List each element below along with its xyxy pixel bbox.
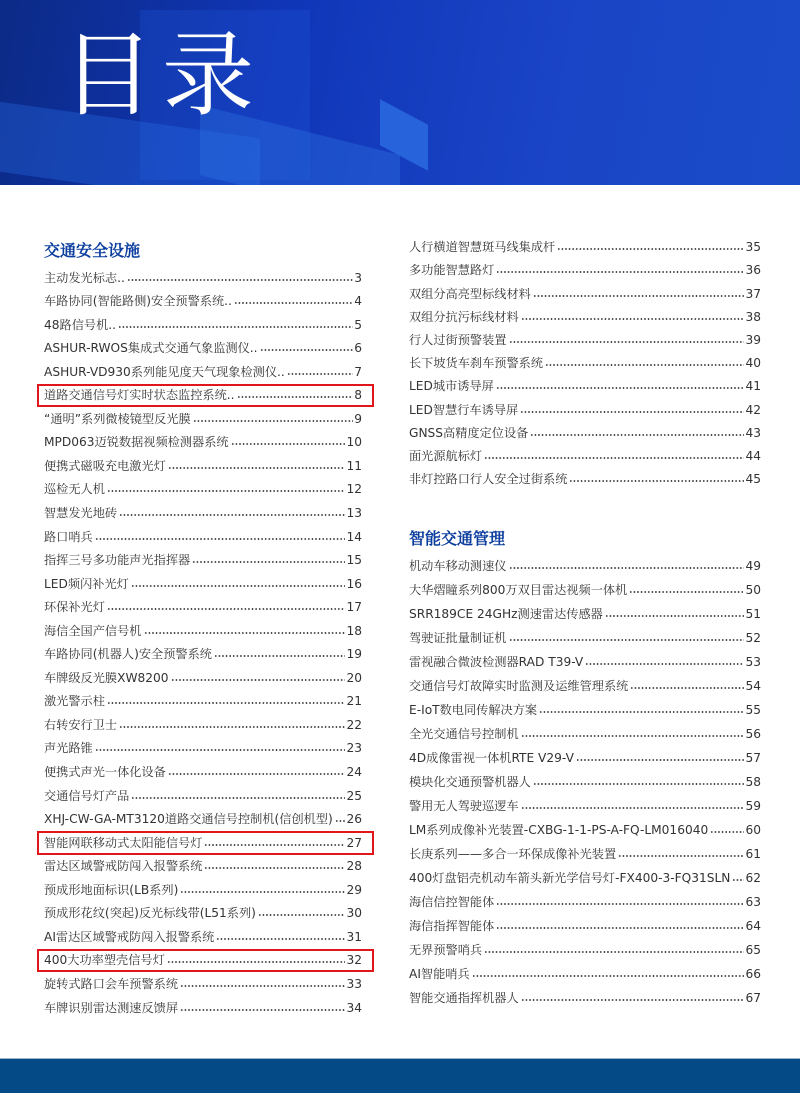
toc-entry-title: XHJ-CW-GA-MT3120道路交通信号控制机(信创机型) bbox=[44, 812, 333, 827]
dot-leader bbox=[107, 489, 346, 493]
toc-entry-page: 53 bbox=[745, 655, 761, 669]
dot-leader bbox=[539, 710, 744, 714]
toc-entry[interactable] bbox=[44, 310, 362, 334]
toc-entry-page: 12 bbox=[346, 482, 362, 497]
toc-entry[interactable] bbox=[409, 395, 761, 418]
dot-leader bbox=[193, 419, 354, 423]
toc-entry-page: 33 bbox=[346, 976, 362, 991]
toc-entry-title: 驾驶证批量制证机 bbox=[409, 631, 507, 645]
toc-list bbox=[409, 233, 761, 488]
toc-entry-page: 26 bbox=[346, 812, 362, 827]
toc-entry-title: 预成形花纹(突起)反光标线带(L51系列) bbox=[44, 906, 256, 921]
toc-entry[interactable] bbox=[44, 546, 362, 570]
dot-leader bbox=[131, 584, 346, 588]
toc-entry-page: 59 bbox=[745, 799, 761, 813]
toc-section-traffic-safety bbox=[44, 238, 362, 1017]
dot-leader bbox=[231, 442, 346, 446]
toc-entry[interactable] bbox=[409, 349, 761, 372]
dot-leader bbox=[521, 317, 745, 321]
header-banner bbox=[0, 0, 800, 185]
dot-leader bbox=[585, 662, 744, 666]
toc-entry[interactable] bbox=[44, 805, 362, 829]
toc-entry-title: 警用无人驾驶巡逻车 bbox=[409, 799, 519, 813]
toc-entry-page: 55 bbox=[745, 703, 761, 717]
dot-leader bbox=[521, 998, 745, 1002]
toc-entry[interactable] bbox=[409, 743, 761, 767]
toc-entry-title: ASHUR-VD930系列能见度天气现象检测仪.. bbox=[44, 364, 285, 379]
toc-entry[interactable] bbox=[409, 599, 761, 623]
toc-entry-title: LM系列成像补光装置-CXBG-1-1-PS-A-FQ-LM016040 bbox=[409, 823, 709, 837]
toc-entry[interactable] bbox=[44, 616, 362, 640]
dot-leader bbox=[509, 638, 745, 642]
toc-entry-page: 52 bbox=[745, 631, 761, 645]
dot-leader bbox=[95, 537, 346, 541]
toc-entry[interactable] bbox=[44, 969, 362, 993]
toc-entry-title: 预成形地面标识(LB系列) bbox=[44, 882, 179, 897]
toc-entry-title: 便携式声光一体化设备 bbox=[44, 765, 166, 780]
toc-entry-title: 48路信号机.. bbox=[44, 317, 117, 332]
dot-leader bbox=[496, 270, 744, 274]
toc-entry-page: 63 bbox=[745, 895, 761, 909]
toc-entry[interactable] bbox=[409, 647, 761, 671]
toc-entry-page: 21 bbox=[346, 694, 362, 709]
toc-entry-page: 58 bbox=[745, 775, 761, 789]
footer-band bbox=[0, 1058, 800, 1093]
toc-entry-page: 28 bbox=[346, 859, 362, 874]
dot-leader bbox=[484, 950, 744, 954]
dot-leader bbox=[95, 748, 346, 752]
toc-entry[interactable] bbox=[44, 734, 362, 758]
dot-leader bbox=[618, 854, 744, 858]
dot-leader bbox=[107, 701, 346, 705]
toc-entry-title: LED频闪补光灯 bbox=[44, 576, 129, 591]
toc-entry-page: 9 bbox=[354, 411, 362, 426]
toc-entry-title: 交通信号灯故障实时监测及运维管理系统 bbox=[409, 679, 629, 693]
toc-entry-title: LED智慧行车诱导屏 bbox=[409, 402, 519, 417]
toc-entry[interactable] bbox=[44, 522, 362, 546]
toc-entry-title: 双组分高亮型标线材料 bbox=[409, 286, 531, 301]
toc-entry-title: MPD063迈锐数据视频检测器系统 bbox=[44, 435, 229, 450]
dot-leader bbox=[258, 913, 346, 917]
toc-entry[interactable] bbox=[44, 993, 362, 1017]
toc-entry[interactable] bbox=[409, 256, 761, 279]
toc-entry-page: 11 bbox=[346, 458, 362, 473]
toc-entry[interactable] bbox=[409, 303, 761, 326]
toc-entry[interactable] bbox=[44, 593, 362, 617]
toc-entry-title: 声光路锥 bbox=[44, 741, 93, 756]
toc-entry-page: 67 bbox=[745, 991, 761, 1005]
dot-leader bbox=[605, 614, 745, 618]
toc-entry[interactable] bbox=[409, 983, 761, 1007]
dot-leader bbox=[509, 566, 745, 570]
toc-entry[interactable] bbox=[44, 428, 362, 452]
toc-entry-title: GNSS高精度定位设备 bbox=[409, 425, 529, 440]
toc-section-traffic-safety-continued bbox=[409, 233, 761, 488]
toc-entry-page: 42 bbox=[745, 402, 761, 417]
toc-entry-title: 多功能智慧路灯 bbox=[409, 263, 495, 278]
dot-leader bbox=[168, 466, 346, 470]
dot-leader bbox=[496, 902, 744, 906]
toc-entry[interactable] bbox=[44, 498, 362, 522]
toc-entry[interactable] bbox=[409, 767, 761, 791]
toc-entry[interactable] bbox=[44, 640, 362, 664]
toc-entry-page: 15 bbox=[346, 553, 362, 568]
toc-entry-title: 雷视融合微波检测器RAD T39-V bbox=[409, 655, 584, 669]
toc-entry-page: 50 bbox=[745, 583, 761, 597]
toc-entry[interactable] bbox=[409, 326, 761, 349]
toc-entry[interactable] bbox=[409, 863, 761, 887]
toc-entry[interactable] bbox=[409, 465, 761, 488]
toc-entry-page: 4 bbox=[354, 294, 362, 309]
dot-leader bbox=[192, 560, 345, 564]
dot-leader bbox=[732, 878, 744, 882]
toc-entry-page: 20 bbox=[346, 670, 362, 685]
toc-entry-title: 车路协同(机器人)安全预警系统 bbox=[44, 647, 212, 662]
toc-entry-page: 24 bbox=[346, 765, 362, 780]
toc-entry-title: 车路协同(智能路侧)安全预警系统.. bbox=[44, 294, 232, 309]
toc-entry-page: 31 bbox=[346, 929, 362, 944]
toc-entry-title: 4D成像雷视一体机RTE V29-V bbox=[409, 751, 574, 765]
dot-leader bbox=[180, 1008, 345, 1012]
section-heading: 智能交通管理 bbox=[409, 529, 506, 548]
dot-leader bbox=[180, 984, 345, 988]
dot-leader bbox=[127, 278, 353, 282]
toc-entry[interactable] bbox=[409, 623, 761, 647]
toc-entry-title: 智能网联移动式太阳能信号灯 bbox=[44, 835, 203, 850]
toc-entry-page: 10 bbox=[346, 435, 362, 450]
dot-leader bbox=[521, 806, 745, 810]
toc-entry-title: 巡检无人机 bbox=[44, 482, 105, 497]
toc-entry-title: 车牌级反光膜XW8200 bbox=[44, 670, 169, 685]
toc-entry[interactable] bbox=[409, 887, 761, 911]
dot-leader bbox=[335, 819, 346, 823]
toc-entry-title: 大华熠瞳系列800万双目雷达视频一体机 bbox=[409, 583, 628, 597]
dot-leader bbox=[472, 974, 745, 978]
dot-leader bbox=[545, 363, 744, 367]
dot-leader bbox=[204, 866, 345, 870]
toc-entry[interactable] bbox=[44, 569, 362, 593]
page-title: 目录 bbox=[62, 22, 263, 129]
toc-entry[interactable] bbox=[44, 710, 362, 734]
toc-entry[interactable] bbox=[409, 671, 761, 695]
toc-entry[interactable] bbox=[44, 875, 362, 899]
toc-entry-title: 智能交通指挥机器人 bbox=[409, 991, 519, 1005]
dot-leader bbox=[119, 725, 345, 729]
toc-entry[interactable] bbox=[44, 663, 362, 687]
dot-leader bbox=[710, 830, 744, 834]
toc-entry-title: 指挥三号多功能声光指挥器 bbox=[44, 553, 191, 568]
toc-entry[interactable] bbox=[409, 839, 761, 863]
toc-entry[interactable] bbox=[409, 719, 761, 743]
dot-leader bbox=[484, 456, 744, 460]
toc-entry-page: 18 bbox=[346, 623, 362, 638]
dot-leader bbox=[131, 796, 345, 800]
toc-entry[interactable] bbox=[44, 451, 362, 475]
toc-entry[interactable] bbox=[44, 687, 362, 711]
toc-entry-title: 智慧发光地砖 bbox=[44, 506, 118, 521]
toc-entry-title: 海信全国产信号机 bbox=[44, 623, 142, 638]
dot-leader bbox=[521, 734, 745, 738]
toc-entry[interactable] bbox=[44, 357, 362, 381]
toc-entry-page: 25 bbox=[346, 788, 362, 803]
toc-entry-title: AI雷达区域警戒防闯入报警系统 bbox=[44, 929, 215, 944]
toc-entry-title: 车牌识别雷达测速反馈屏 bbox=[44, 1000, 179, 1015]
toc-entry-title: 交通信号灯产品 bbox=[44, 788, 130, 803]
dot-leader bbox=[530, 433, 744, 437]
toc-entry-page: 19 bbox=[346, 647, 362, 662]
toc-entry-page: 27 bbox=[346, 835, 362, 850]
toc-entry-page: 39 bbox=[745, 332, 761, 347]
dot-leader bbox=[168, 772, 346, 776]
toc-entry-page: 54 bbox=[745, 679, 761, 693]
dot-leader bbox=[216, 937, 345, 941]
dot-leader bbox=[496, 926, 744, 930]
dot-leader bbox=[533, 782, 745, 786]
toc-entry[interactable] bbox=[44, 404, 362, 428]
toc-entry-page: 30 bbox=[346, 906, 362, 921]
toc-entry-title: 非灯控路口行人安全过街系统 bbox=[409, 472, 568, 487]
section-heading: 交通安全设施 bbox=[44, 241, 141, 260]
toc-entry-page: 64 bbox=[745, 919, 761, 933]
dot-leader bbox=[237, 395, 354, 399]
dot-leader bbox=[119, 513, 345, 517]
toc-entry[interactable] bbox=[409, 372, 761, 395]
toc-entry-page: 43 bbox=[745, 425, 761, 440]
toc-entry-title: “通明”系列微棱镜型反光膜 bbox=[44, 411, 191, 426]
toc-entry[interactable] bbox=[44, 852, 362, 876]
toc-section-smart-traffic bbox=[409, 526, 761, 1007]
toc-entry[interactable] bbox=[44, 899, 362, 923]
toc-entry-title: 机动车移动测速仪 bbox=[409, 559, 507, 573]
toc-entry-page: 36 bbox=[745, 263, 761, 278]
dot-leader bbox=[171, 678, 346, 682]
dot-leader bbox=[204, 843, 345, 847]
toc-entry-page: 5 bbox=[354, 317, 362, 332]
toc-entry-page: 34 bbox=[346, 1000, 362, 1015]
toc-entry[interactable] bbox=[44, 828, 362, 852]
toc-entry-page: 7 bbox=[354, 364, 362, 379]
dot-leader bbox=[496, 386, 745, 390]
dot-leader bbox=[260, 348, 354, 352]
toc-entry[interactable] bbox=[409, 815, 761, 839]
dot-leader bbox=[234, 301, 353, 305]
toc-entry-page: 6 bbox=[354, 341, 362, 356]
toc-entry[interactable] bbox=[409, 791, 761, 815]
toc-entry-title: 旋转式路口会车预警系统 bbox=[44, 976, 179, 991]
toc-entry-page: 16 bbox=[346, 576, 362, 591]
toc-entry[interactable] bbox=[44, 334, 362, 358]
toc-entry-title: 400灯盘铝壳机动车箭头新光学信号灯-FX400-3-FQ31SLN bbox=[409, 871, 731, 885]
toc-entry-page: 45 bbox=[745, 472, 761, 487]
toc-entry[interactable] bbox=[44, 263, 362, 287]
toc-entry-title: 激光警示柱 bbox=[44, 694, 105, 709]
toc-entry-page: 29 bbox=[346, 882, 362, 897]
toc-entry-title: 海信指挥智能体 bbox=[409, 919, 495, 933]
dot-leader bbox=[629, 590, 744, 594]
toc-entry-title: 人行横道智慧斑马线集成杆 bbox=[409, 240, 556, 255]
toc-entry-page: 41 bbox=[745, 379, 761, 394]
toc-entry-title: 长下坡货车刹车预警系统 bbox=[409, 356, 544, 371]
toc-list bbox=[409, 551, 761, 1007]
dot-leader bbox=[107, 607, 346, 611]
toc-entry-title: 海信信控智能体 bbox=[409, 895, 495, 909]
toc-entry-title: SRR189CE 24GHz测速雷达传感器 bbox=[409, 607, 603, 621]
toc-entry[interactable] bbox=[409, 551, 761, 575]
toc-entry-title: 主动发光标志.. bbox=[44, 270, 125, 285]
toc-entry-title: 全光交通信号控制机 bbox=[409, 727, 519, 741]
toc-entry-title: E-IoT数电同传解决方案 bbox=[409, 703, 538, 717]
dot-leader bbox=[576, 758, 745, 762]
toc-entry-page: 23 bbox=[346, 741, 362, 756]
toc-entry[interactable] bbox=[44, 922, 362, 946]
dot-leader bbox=[557, 247, 744, 251]
toc-entry[interactable] bbox=[409, 279, 761, 302]
toc-entry[interactable] bbox=[44, 475, 362, 499]
toc-entry[interactable] bbox=[409, 442, 761, 465]
toc-entry-page: 32 bbox=[346, 953, 362, 968]
toc-entry[interactable] bbox=[409, 959, 761, 983]
toc-entry-title: 路口哨兵 bbox=[44, 529, 93, 544]
toc-entry-title: LED城市诱导屏 bbox=[409, 379, 494, 394]
dot-leader bbox=[520, 410, 744, 414]
toc-entry-title: 道路交通信号灯实时状态监控系统.. bbox=[44, 388, 235, 403]
dot-leader bbox=[180, 890, 345, 894]
toc-entry-page: 49 bbox=[745, 559, 761, 573]
dot-leader bbox=[118, 325, 353, 329]
toc-entry[interactable] bbox=[44, 287, 362, 311]
toc-entry-title: 面光源航标灯 bbox=[409, 448, 483, 463]
toc-entry-page: 44 bbox=[745, 448, 761, 463]
dot-leader bbox=[287, 372, 353, 376]
toc-entry-page: 22 bbox=[346, 717, 362, 732]
toc-entry-page: 37 bbox=[745, 286, 761, 301]
toc-entry-title: 环保补光灯 bbox=[44, 600, 105, 615]
toc-entry[interactable] bbox=[409, 935, 761, 959]
toc-list bbox=[44, 263, 362, 1017]
toc-entry-title: 右转安行卫士 bbox=[44, 717, 118, 732]
toc-entry-page: 13 bbox=[346, 506, 362, 521]
toc-entry-page: 66 bbox=[745, 967, 761, 981]
toc-entry-title: 行人过街预警装置 bbox=[409, 332, 507, 347]
toc-entry[interactable] bbox=[44, 757, 362, 781]
toc-entry[interactable] bbox=[409, 911, 761, 935]
dot-leader bbox=[144, 631, 346, 635]
toc-entry[interactable] bbox=[409, 575, 761, 599]
toc-entry-page: 38 bbox=[745, 309, 761, 324]
dot-leader bbox=[533, 294, 745, 298]
toc-entry[interactable] bbox=[409, 695, 761, 719]
toc-entry-page: 14 bbox=[346, 529, 362, 544]
toc-entry-title: 无界预警哨兵 bbox=[409, 943, 483, 957]
toc-entry-title: AI智能哨兵 bbox=[409, 967, 470, 981]
toc-entry-title: 双组分抗污标线材料 bbox=[409, 309, 519, 324]
toc-entry[interactable] bbox=[409, 233, 761, 256]
toc-entry-title: ASHUR-RWOS集成式交通气象监测仪.. bbox=[44, 341, 258, 356]
toc-entry-title: 雷达区域警戒防闯入报警系统 bbox=[44, 859, 203, 874]
toc-entry-page: 3 bbox=[354, 270, 362, 285]
dot-leader bbox=[214, 654, 346, 658]
toc-entry-title: 400大功率塑壳信号灯 bbox=[44, 953, 165, 968]
toc-entry-title: 长庚系列——多合一环保成像补光装置 bbox=[409, 847, 617, 861]
toc-entry-page: 57 bbox=[745, 751, 761, 765]
toc-entry-page: 8 bbox=[354, 388, 362, 403]
toc-entry[interactable] bbox=[44, 946, 362, 970]
toc-entry-page: 17 bbox=[346, 600, 362, 615]
toc-entry-page: 65 bbox=[745, 943, 761, 957]
toc-entry-title: 便携式磁吸充电激光灯 bbox=[44, 458, 166, 473]
toc-entry-title: 模块化交通预警机器人 bbox=[409, 775, 531, 789]
dot-leader bbox=[630, 686, 744, 690]
toc-entry-page: 40 bbox=[745, 356, 761, 371]
toc-entry-page: 60 bbox=[745, 823, 761, 837]
dot-leader bbox=[569, 479, 744, 483]
dot-leader bbox=[509, 340, 745, 344]
toc-entry-page: 51 bbox=[745, 607, 761, 621]
toc-entry-page: 62 bbox=[745, 871, 761, 885]
toc-entry-page: 61 bbox=[745, 847, 761, 861]
toc-entry-page: 35 bbox=[745, 240, 761, 255]
toc-entry[interactable] bbox=[44, 781, 362, 805]
toc-entry[interactable] bbox=[44, 381, 362, 405]
toc-entry[interactable] bbox=[409, 419, 761, 442]
dot-leader bbox=[167, 960, 346, 964]
toc-entry-page: 56 bbox=[745, 727, 761, 741]
